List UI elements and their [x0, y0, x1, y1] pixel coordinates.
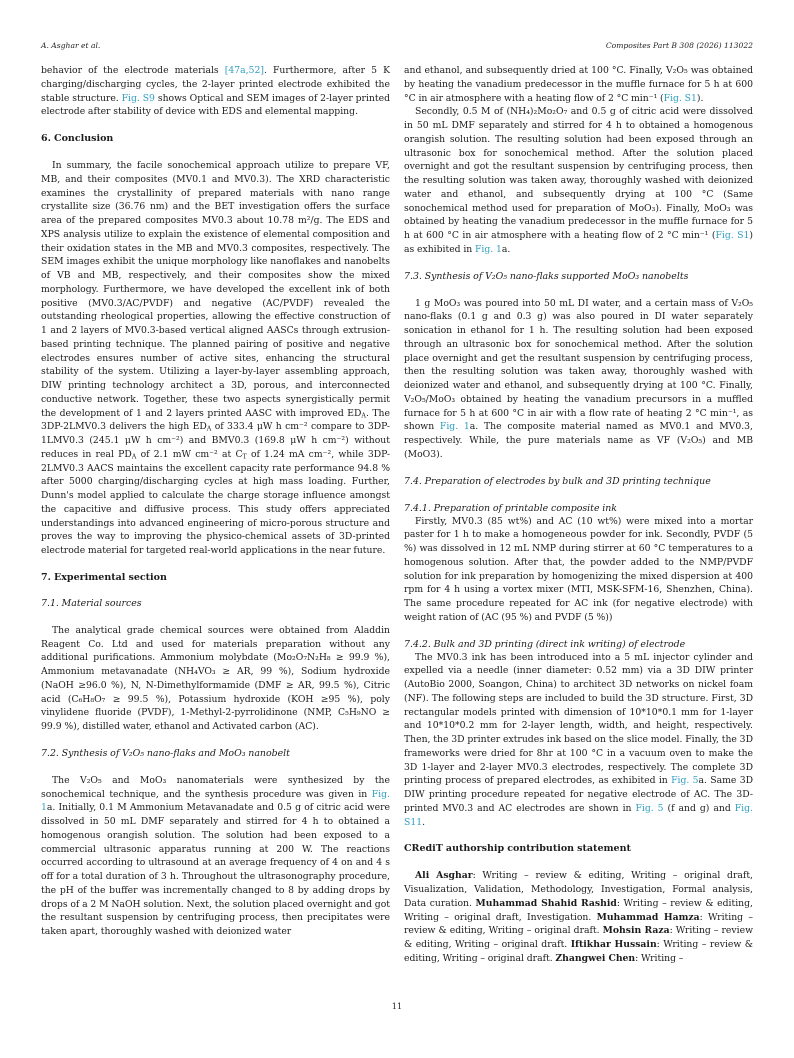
text-run: . The 3DP-2LMV0.3 delivers the high ED	[41, 407, 390, 433]
figure-reference-link[interactable]: Fig. 5	[635, 802, 664, 814]
author-name: Iftikhar Hussain	[570, 939, 657, 950]
author-name: Ali Asghar	[415, 870, 473, 882]
figure-reference-link[interactable]: Fig. S11	[404, 802, 753, 828]
text-run: In summary, the facile sonochemical approach utilize to prepare VF, MB, and their composites (MV0.1 and MV0.3). The XRD characteristic examines the crystallinity of prepared materials with nano range crystallite size (36.76 nm) and the BET investigation offers the surface area of the prepared composites MV0.3 about 10.78 m²/g. The EDS and XPS analysis utilize to explain the existence of elemental composition and their oxidation states in the MB and MV0.3 composites, respectively. The SEM images exhibit the unique morphology like nanoflakes and nanobelts of VB and MB, respectively, and their composites show the mixed morphology. Furthermore, we have developed the excellent ink of both positive (MV0.3/AC/PVDF) and negative (AC/PVDF) revealed the outstanding rheological properties, allowing the effective construction of 1 and 2 layers of MV0.3-based vertical aligned AASCs through extrusion-based printing technique. The planned pairing of positive and negative electrodes ensures number of active sites, enhancing the structural stability of the system. Utilizing a layer-by-layer assembling approach, DIW printing technology architect a 3D, porous, and interconnected conductive network. Together, these two aspects synergistically permit the development of 1 and 2 layers printed AASC with improved ED	[41, 160, 390, 419]
author-name: Mohsin Raza	[602, 925, 670, 937]
text-run: of 333.4 μW h cm⁻² compare to 3DP-1LMV0.3 (245.1 μW h cm⁻²) and BMV0.3 (169.8 μW h cm⁻²) without reduces in real PD	[41, 421, 391, 460]
text-run: : Writing – review & editing, Writing – original draft.	[404, 911, 753, 937]
subsection-heading: 7.4.1. Preparation of printable composite ink	[404, 502, 617, 514]
text-run: ).	[696, 92, 704, 104]
figure-reference-link[interactable]: Fig. 1	[41, 788, 390, 814]
text-run: (f and g) and	[663, 802, 735, 814]
paragraph	[404, 651, 753, 830]
section-heading: 6. Conclusion	[41, 133, 114, 144]
paragraph	[41, 64, 390, 119]
subscript-text: A	[131, 453, 137, 461]
subsection-heading: 7.4.2. Bulk and 3D printing (direct ink writing) of electrode	[404, 638, 686, 650]
text-run: a. Same 3D DIW printing procedure repeated for negative electrode of AC. The 3D-printed MV0.3 and AC electrodes are shown in	[404, 775, 753, 814]
paragraph	[41, 624, 390, 734]
text-run: behavior of the electrode materials	[41, 65, 225, 76]
header-journal-citation: Composites Part B 308 (2026) 113022	[605, 41, 753, 50]
text-run: 1 g MoO₃ was poured into 50 mL DI water, and a certain mass of V₂O₅ nano-flaks (0.1 g and 0.3 g) was also poured in DI water separately sonication in ethanol for 1 h. The resulting solution had been exposed through an ultrasonic box for sonochemical method. After the solution place overnight and get the resultant suspension by centrifuging process, then the resulting solution was taken away, thoroughly washed with deionized water and ethanol, and subsequently drying at 100 °C. Finally, V₂O₅/MoO₃ obtained by heating the vanadium precursors in a muffled furnace for 5 h at 600 °C in air with a flow rate of heating 2 °C min⁻¹, as shown	[404, 297, 753, 433]
text-run: a. Initially, 0.1 M Ammonium Metavanadate and 0.5 g of citric acid were dissolved in 50 mL DMF separately and stirred for 4 h to obtained a homogenous orangish solution. The solution had been exposed to a commercial ultrasonic apparatus running at 200 W. The reactions occurred according to ultrasound at an average frequency of 4 on and 4 s off for a total duration of 3 h. Throughout the ultrasonography procedure, the pH of the buffer was incrementally changed to 8 by adding drops by drops of a 2 M NaOH solution. Next, the solution placed overnight and got the resultant suspension by centrifuging process, then precipitates were taken apart, thoroughly washed with deionized water	[41, 802, 390, 937]
text-run: .	[422, 816, 426, 828]
text-run: : Writing – review & editing, Writing – original draft, Investigation.	[404, 897, 753, 923]
subscript-text: T	[242, 453, 247, 461]
paragraph	[404, 297, 753, 462]
text-run: of 2.1 mW cm⁻² at C	[136, 448, 243, 460]
figure-reference-link[interactable]: Fig. S9	[121, 92, 155, 104]
figure-reference-link[interactable]: Fig. 1	[439, 421, 470, 433]
figure-reference-link[interactable]: Fig. 1	[475, 243, 502, 255]
paragraph	[404, 515, 753, 625]
subsection-heading: 7.1. Material sources	[41, 597, 142, 609]
text-run: a. The composite material named as MV0.1 and MV0.3, respectively. While, the pure materials name as VF (V₂O₅) and MB (MoO3).	[404, 421, 753, 460]
text-run: shows Optical and SEM images of 2-layer printed electrode after stability of device with EDS and elemental mapping.	[41, 92, 390, 118]
section-heading: 7. Experimental section	[41, 571, 167, 583]
figure-reference-link[interactable]: Fig. S1	[663, 92, 697, 104]
text-run: : Writing –	[635, 952, 684, 964]
text-run: a.	[501, 243, 511, 255]
paragraph	[41, 774, 390, 939]
text-run: : Writing – review & editing, Writing – original draft.	[404, 925, 753, 950]
author-name: Muhammad Hamza	[596, 911, 700, 923]
paragraph	[404, 869, 753, 965]
left-column	[41, 64, 390, 966]
header-authors: A. Asghar et al.	[41, 41, 101, 50]
text-run: : Writing – review & editing, Writing – original draft, Visualization, Validation, Methodology, Investigation, Formal analysis, Data curation.	[404, 870, 753, 909]
paragraph	[404, 64, 753, 105]
subsection-heading: 7.4. Preparation of electrodes by bulk and 3D printing technique	[404, 475, 711, 487]
running-header	[41, 41, 753, 50]
text-run: ) as exhibited in	[404, 230, 753, 255]
section-heading: CRediT authorship contribution statement	[404, 843, 631, 855]
page-number: 11	[391, 1001, 403, 1011]
text-run: Secondly, 0.5 M of (NH₄)₂Mo₂O₇ and 0.5 g of citric acid were dissolved in 50 mL DMF separately and stirred for 4 h to obtained a homogenous orangish solution. The resulting solution had been exposed through an ultrasonic box for sonochemical method. After the solution placed overnight and got the resultant suspension by centrifuging process, then the resulting solution was taken away, thoroughly washed with deionized water and ethanol, and subsequently drying at 100 °C (Same sonochemical method used for preparation of MoO₃). Finally, MoO₃ was obtained by heating the vanadium predecessor in the muffle furnace for 5 h at 600 °C in air atmosphere with a heating flow of 2 °C min⁻¹ (	[404, 106, 753, 241]
figure-reference-link[interactable]: Fig. S1	[715, 230, 750, 241]
text-run: The V₂O₅ and MoO₃ nanomaterials were synthesized by the sonochemical technique, and the synthesis procedure was given in	[41, 774, 390, 800]
text-run: Firstly, MV0.3 (85 wt%) and AC (10 wt%) were mixed into a mortar paster for 1 h to make a homogeneous powder for ink. Secondly, PVDF (5 %) was dissolved in 12 mL NMP during stirrer at 60 °C temperatures to a homogenous solution. After that, the powder added to the NMP/PVDF solution for ink preparation by homogenizing the mixed dispersion at 400 rpm for 4 h using a vortex mixer (MTI, MSK-SFM-16, Shenzhen, China). The same procedure repeated for AC ink (for negative electrode) with weight ration of (AC (95 %) and PVDF (5 %))	[404, 515, 753, 623]
figure-reference-link[interactable]: [47a,52]	[224, 65, 264, 76]
subsection-heading: 7.3. Synthesis of V₂O₅ nano-flaks supported MoO₃ nanobelts	[404, 270, 689, 282]
subscript-text: A	[361, 412, 366, 420]
paragraph	[404, 105, 753, 256]
paragraph	[41, 159, 390, 558]
subsection-heading: 7.2. Synthesis of V₂O₅ nano-flaks and MoO₃ nanobelt	[41, 747, 290, 759]
text-run: and ethanol, and subsequently dried at 100 °C. Finally, V₂O₅ was obtained by heating the vanadium predecessor in the muffle furnace for 5 h at 600 °C in air atmosphere with a heating flow of 2 °C min⁻¹ (	[404, 65, 753, 104]
text-run: of 1.24 mA cm⁻², while 3DP-2LMV0.3 AACS maintains the excellent capacity rate performance 94.8 % after 5000 charging/discharging cycles at high mass loading. Further, Dunn's model applied to calculate the charge storage influence amongst the capacitive and diffusive process. This study offers appreciated understandings into advanced engineering of micro-porous structure and proves the way to improving the physico-chemical assets of 3D-printed electrode material for targeted real-world applications in the near future.	[41, 448, 391, 556]
text-run: . Furthermore, after 5 K charging/discharging cycles, the 2-layer printed electrode exhibited the stable structure.	[41, 65, 391, 104]
author-name: Muhammad Shahid Rashid	[475, 897, 617, 909]
right-column	[404, 64, 753, 966]
two-column-body	[41, 64, 753, 966]
text-run: : Writing – review & editing, Writing – original draft.	[404, 939, 753, 964]
text-run: The analytical grade chemical sources were obtained from Aladdin Reagent Co. Ltd and used for materials preparation without any additional purifications. Ammonium molybdate (Mo₂O₇N₂H₈ ≥ 99.9 %), Ammonium metavanadate (NH₄VO₃ ≥ AR, 99 %), Sodium hydroxide (NaOH ≥96.0 %), N, N-Dimethylformamide (DMF ≥ AR, 99.5 %), Citric acid (C₆H₈O₇ ≥ 99.5 %), Potassium hydroxide (KOH ≥95 %), poly vinylidene fluoride (PVDF), 1-Methyl-2-pyrrolidinone (NMP, C₅H₉NO ≥ 99.9 %), distilled water, ethanol and Activated carbon (AC).	[41, 624, 390, 732]
text-run: The MV0.3 ink has been introduced into a 5 mL injector cylinder and expelled via a needle (inner diameter: 0.52 mm) via a 3D DIW printer (AutoBio 2000, Soangon, China) to architect 3D networks on nickel foam (NF). The following steps are included to build the 3D structure. First, 3D rectangular models printed with dimension of 10*10*0.1 mm for 1-layer and 10*10*0.2 mm for 2-layer length, width, and height, respectively. Then, the 3D printer extrudes ink based on the slice model. Finally, the 3D frameworks were dried for 8hr at 100 °C in a vacuum oven to make the 3D 1-layer and 2-layer MV0.3 electrodes, respectively. The complete 3D printing process of prepared electrodes, as exhibited in	[404, 651, 753, 787]
subscript-text: A	[206, 425, 212, 433]
author-name: Zhangwei Chen	[555, 952, 636, 964]
figure-reference-link[interactable]: Fig. 5	[671, 775, 699, 787]
